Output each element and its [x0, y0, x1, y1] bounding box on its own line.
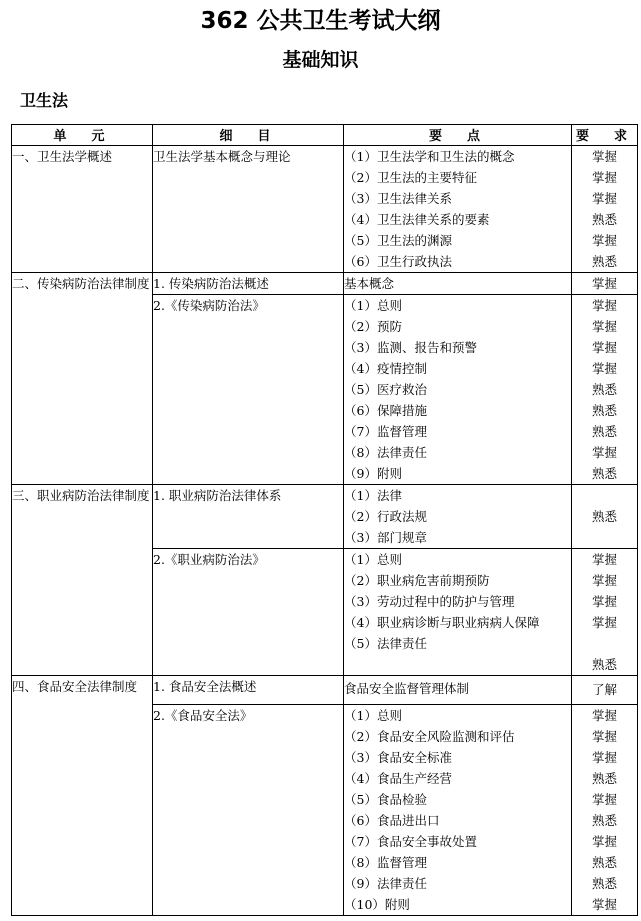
- requirement-cell: [572, 705, 638, 916]
- point-item: （9）法律责任: [344, 876, 427, 891]
- requirement-cell: [572, 146, 638, 273]
- point-item: （1）总则: [344, 298, 402, 313]
- detail-cell: 1. 传染病防治法概述: [153, 273, 344, 295]
- unit-cell: 一、卫生法学概述: [12, 146, 153, 273]
- point-item: （3）部门规章: [344, 530, 427, 545]
- requirement-item: 掌握: [591, 834, 617, 849]
- points-cell: [344, 295, 572, 485]
- requirement-item: 掌握: [591, 170, 617, 185]
- point-item: （1）总则: [344, 708, 402, 723]
- point-item: （8）法律责任: [344, 445, 427, 460]
- point-item: （2）行政法规: [344, 509, 427, 524]
- document-title: 362 公共卫生考试大纲: [200, 8, 441, 34]
- requirement-item: 熟悉: [591, 657, 617, 672]
- table-row: [12, 273, 638, 295]
- table-row: [12, 146, 638, 273]
- point-item: （3）食品安全标准: [344, 750, 452, 765]
- requirement-item: 了解: [591, 682, 617, 697]
- point-item: （2）预防: [344, 319, 402, 334]
- point-item: （5）卫生法的渊源: [344, 233, 452, 248]
- points-cell: [344, 676, 572, 705]
- header-unit: 单 元: [12, 125, 153, 146]
- header-detail: 细 目: [153, 125, 344, 146]
- point-item: （9）附则: [344, 466, 402, 481]
- point-item: （4）职业病诊断与职业病病人保障: [344, 615, 540, 630]
- requirement-item: 掌握: [591, 361, 617, 376]
- requirement-item: 掌握: [591, 750, 617, 765]
- point-item: （6）卫生行政执法: [344, 254, 452, 269]
- requirement-item: 熟悉: [591, 382, 617, 397]
- detail-cell: 卫生法学基本概念与理论: [153, 146, 344, 273]
- requirement-cell: [572, 273, 638, 295]
- requirement-item: 掌握: [591, 276, 617, 291]
- unit-cell: 四、食品安全法律制度: [12, 676, 153, 916]
- point-item: （4）食品生产经营: [344, 771, 452, 786]
- section-heading: 卫生法: [20, 91, 69, 110]
- detail-cell: 1. 食品安全法概述: [153, 676, 344, 705]
- point-item: （10）附则: [344, 897, 410, 912]
- point-item: 食品安全监督管理体制: [344, 681, 470, 696]
- requirement-item: 掌握: [591, 298, 617, 313]
- requirement-item: 熟悉: [591, 212, 617, 227]
- requirement-item: 熟悉: [591, 424, 617, 439]
- table-row: [12, 485, 638, 549]
- point-item: （4）卫生法律关系的要素: [344, 212, 490, 227]
- requirement-item: 掌握: [591, 149, 617, 164]
- points-cell: [344, 273, 572, 295]
- requirement-item: 掌握: [591, 729, 617, 744]
- syllabus-table: [11, 124, 638, 916]
- point-item: （8）监督管理: [344, 855, 427, 870]
- requirement-item: 掌握: [591, 594, 617, 609]
- requirement-item: 掌握: [591, 191, 617, 206]
- detail-cell: 2.《食品安全法》: [153, 705, 344, 916]
- requirement-item: 掌握: [591, 897, 617, 912]
- point-item: （7）食品安全事故处置: [344, 834, 477, 849]
- points-cell: [344, 485, 572, 549]
- point-item: （5）食品检验: [344, 792, 427, 807]
- table-header-row: [12, 125, 638, 146]
- requirement-item: 熟悉: [591, 771, 617, 786]
- requirement-item: 熟悉: [591, 254, 617, 269]
- requirement-cell: [572, 295, 638, 485]
- point-item: （3）卫生法律关系: [344, 191, 452, 206]
- header-requirement: 要 求: [572, 125, 638, 146]
- requirement-item: 熟悉: [591, 813, 617, 828]
- points-cell: [344, 705, 572, 916]
- requirement-item: 掌握: [591, 792, 617, 807]
- header-points: 要 点: [344, 125, 572, 146]
- requirement-item: 掌握: [591, 708, 617, 723]
- unit-cell: 三、职业病防治法律制度: [12, 485, 153, 676]
- points-cell: [344, 549, 572, 676]
- requirement-item: 掌握: [591, 445, 617, 460]
- requirement-item: 熟悉: [591, 509, 617, 524]
- point-item: （6）保障措施: [344, 403, 427, 418]
- point-item: （4）疫情控制: [344, 361, 427, 376]
- unit-cell: 二、传染病防治法律制度: [12, 273, 153, 485]
- requirement-item: 掌握: [591, 552, 617, 567]
- requirement-item: 掌握: [591, 573, 617, 588]
- requirement-item: 掌握: [591, 233, 617, 248]
- document-subtitle: 基础知识: [282, 49, 359, 71]
- point-item: （1）卫生法学和卫生法的概念: [344, 149, 515, 164]
- requirement-cell: [572, 485, 638, 549]
- requirement-item: 熟悉: [591, 876, 617, 891]
- point-item: （2）卫生法的主要特征: [344, 170, 477, 185]
- point-item: （3）劳动过程中的防护与管理: [344, 594, 515, 609]
- requirement-item: 掌握: [591, 319, 617, 334]
- detail-cell: 2.《职业病防治法》: [153, 549, 344, 676]
- requirement-item: 掌握: [591, 615, 617, 630]
- requirement-cell: [572, 676, 638, 705]
- point-item: （5）法律责任: [344, 636, 427, 651]
- detail-cell: 1. 职业病防治法律体系: [153, 485, 344, 549]
- detail-cell: 2.《传染病防治法》: [153, 295, 344, 485]
- point-item: （2）职业病危害前期预防: [344, 573, 490, 588]
- requirement-item: 熟悉: [591, 403, 617, 418]
- requirement-item: 熟悉: [591, 855, 617, 870]
- requirement-cell: [572, 549, 638, 676]
- point-item: （5）医疗救治: [344, 382, 427, 397]
- point-item: （1）总则: [344, 552, 402, 567]
- table-row: [12, 676, 638, 705]
- points-cell: [344, 146, 572, 273]
- requirement-item: 熟悉: [591, 466, 617, 481]
- requirement-item: 掌握: [591, 340, 617, 355]
- point-item: （7）监督管理: [344, 424, 427, 439]
- point-item: （2）食品安全风险监测和评估: [344, 729, 515, 744]
- point-item: （3）监测、报告和预警: [344, 340, 477, 355]
- point-item: 基本概念: [344, 276, 395, 291]
- point-item: （1）法律: [344, 488, 402, 503]
- point-item: （6）食品进出口: [344, 813, 440, 828]
- requirement-spacer: [572, 633, 637, 654]
